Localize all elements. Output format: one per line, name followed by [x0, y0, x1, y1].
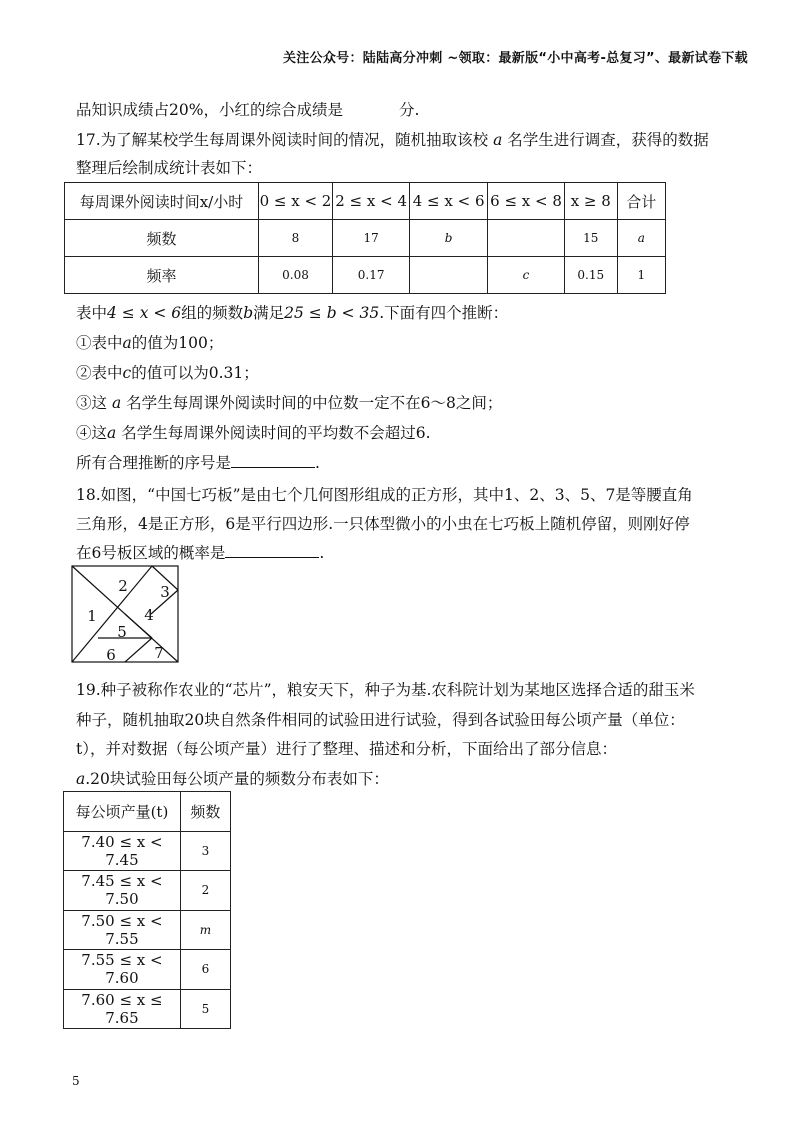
note-text: 表中: [76, 304, 108, 322]
table-cell: 每公顷产量(t): [64, 792, 181, 832]
var-a: a: [107, 424, 117, 442]
period: .: [315, 454, 320, 472]
var-a: a: [111, 394, 122, 412]
q19-line1: 19.种子被称作农业的“芯片”，粮安天下，种子为基.农科院计划为某地区选择合适的甜玉米: [76, 681, 695, 699]
table-cell: 0 ≤ x < 2: [258, 183, 332, 220]
table-cell: 1: [617, 257, 665, 294]
table-cell: 频率: [65, 257, 259, 294]
table-cell: 2: [180, 871, 230, 911]
table-cell: 0.08: [258, 257, 332, 294]
tangram-label: 2: [118, 577, 128, 595]
q18-line2: 三角形，4是正方形，6是平行四边形.一只体型微小的小虫在七巧板上随机停留，则刚好停: [76, 515, 690, 533]
tangram-label: 1: [87, 607, 97, 625]
reading-time-table: [64, 182, 666, 294]
table-cell: a: [617, 220, 665, 257]
yield-frequency-table: [63, 791, 231, 1029]
table-header-row: [65, 183, 666, 220]
table-cell: 7.40 ≤ x < 7.45: [64, 831, 181, 871]
tangram-label: 3: [160, 583, 170, 601]
inference-text: 名学生每周课外阅读时间的中位数一定不在6～8之间；: [126, 394, 503, 412]
tangram-label: 7: [154, 644, 164, 662]
page-number: 5: [72, 1074, 80, 1088]
inference-text: ④这: [76, 424, 108, 442]
table1-note: [76, 301, 508, 323]
table-cell: x ≥ 8: [564, 183, 617, 220]
q18-line1: 18.如图，“中国七巧板”是由七个几何图形组成的正方形，其中1、2、3、5、7是等腰直角: [76, 486, 693, 504]
q16-tail: [76, 98, 419, 120]
inference-text: ③这: [76, 394, 108, 412]
table-row: [64, 910, 231, 950]
q17-line1: [76, 128, 709, 150]
q19-line3: t），并对数据（每公顷产量）进行了整理、描述和分析，下面给出了部分信息：: [76, 740, 617, 758]
inference-text: 名学生每周课外阅读时间的平均数不会超过6.: [121, 424, 431, 442]
tangram-label: 4: [144, 606, 154, 624]
inference-text: 的值可以为0.31；: [131, 364, 259, 382]
table-cell: 6 ≤ x < 8: [488, 183, 565, 220]
var-c: c: [122, 364, 132, 382]
inference-text: ①表中: [76, 334, 123, 352]
table-cell: 0.17: [333, 257, 410, 294]
q18-text: 在6号板区域的概率是: [76, 544, 226, 562]
q19-line2: 种子，随机抽取20块自然条件相同的试验田进行试验，得到各试验田每公顷产量（单位：: [76, 711, 685, 729]
q16-text: 品知识成绩占20%，小红的综合成绩是: [76, 101, 343, 119]
inference-text: ②表中: [76, 364, 123, 382]
answer-prompt: 所有合理推断的序号是: [76, 454, 232, 472]
answer-blank: [225, 543, 319, 558]
table-cell: 7.45 ≤ x < 7.50: [64, 871, 181, 911]
inference-3: [76, 391, 502, 413]
q19-text: .20块试验田每公顷产量的频数分布表如下：: [85, 770, 389, 788]
table-cell: 合计: [617, 183, 665, 220]
answer-blank: [231, 453, 315, 468]
table-cell: m: [180, 910, 230, 950]
table-row: [64, 950, 231, 990]
table-cell: 15: [564, 220, 617, 257]
q18-line3: [76, 541, 324, 563]
table-cell: 8: [258, 220, 332, 257]
table-row: [64, 831, 231, 871]
var-a: a: [493, 131, 503, 149]
q16-unit: 分.: [398, 101, 420, 119]
table-cell: c: [488, 257, 565, 294]
table-cell: 6: [180, 950, 230, 990]
condition-expr: 25 ≤ b < 35: [284, 304, 380, 322]
table-cell: 频数: [180, 792, 230, 832]
table-cell: 7.60 ≤ x ≤ 7.65: [64, 989, 181, 1029]
table-cell: 4 ≤ x < 6: [410, 183, 488, 220]
q17-text-end: 名学生进行调查，获得的数据: [507, 131, 709, 149]
table-row: [65, 257, 666, 294]
note-text: 满足: [253, 304, 285, 322]
table-row: [64, 989, 231, 1029]
inference-2: [76, 361, 259, 383]
q17-answer-line: [76, 451, 320, 473]
inference-text: 的值为100；: [131, 334, 224, 352]
period: .: [319, 544, 325, 562]
table-cell: 2 ≤ x < 4: [333, 183, 410, 220]
table-cell: 7.55 ≤ x < 7.60: [64, 950, 181, 990]
q17-line2: 整理后绘制成统计表如下：: [76, 159, 263, 177]
table-cell: 17: [333, 220, 410, 257]
q17-text: 17.为了解某校学生每周课外阅读时间的情况，随机抽取该校: [76, 131, 489, 149]
table-cell: 3: [180, 831, 230, 871]
page-header: 关注公众号：陆陆高分冲刺 ~领取：最新版“小中高考-总复习”、最新试卷下载: [282, 51, 748, 66]
tangram-label: 6: [106, 646, 116, 664]
tangram-label: 5: [117, 623, 127, 641]
note-text: 组的频数: [181, 304, 244, 322]
table-cell: [488, 220, 565, 257]
inference-1: [76, 331, 223, 353]
table-cell: b: [410, 220, 488, 257]
table-cell: [410, 257, 488, 294]
table-cell: 每周课外阅读时间x/小时: [65, 183, 259, 220]
table-cell: 频数: [65, 220, 259, 257]
table-row: [65, 220, 666, 257]
var-a: a: [122, 334, 132, 352]
table-header-row: [64, 792, 231, 832]
var-b: b: [243, 304, 254, 322]
table-row: [64, 871, 231, 911]
table-cell: 7.50 ≤ x < 7.55: [64, 910, 181, 950]
var-a: a: [76, 770, 86, 788]
note-text: .下面有四个推断：: [379, 304, 509, 322]
tangram-figure: [70, 564, 182, 666]
table-cell: 0.15: [564, 257, 617, 294]
blank: [343, 101, 399, 115]
q19-line4: [76, 767, 389, 789]
range-expr: 4 ≤ x < 6: [107, 304, 182, 322]
table-cell: 5: [180, 989, 230, 1029]
inference-4: [76, 421, 431, 443]
